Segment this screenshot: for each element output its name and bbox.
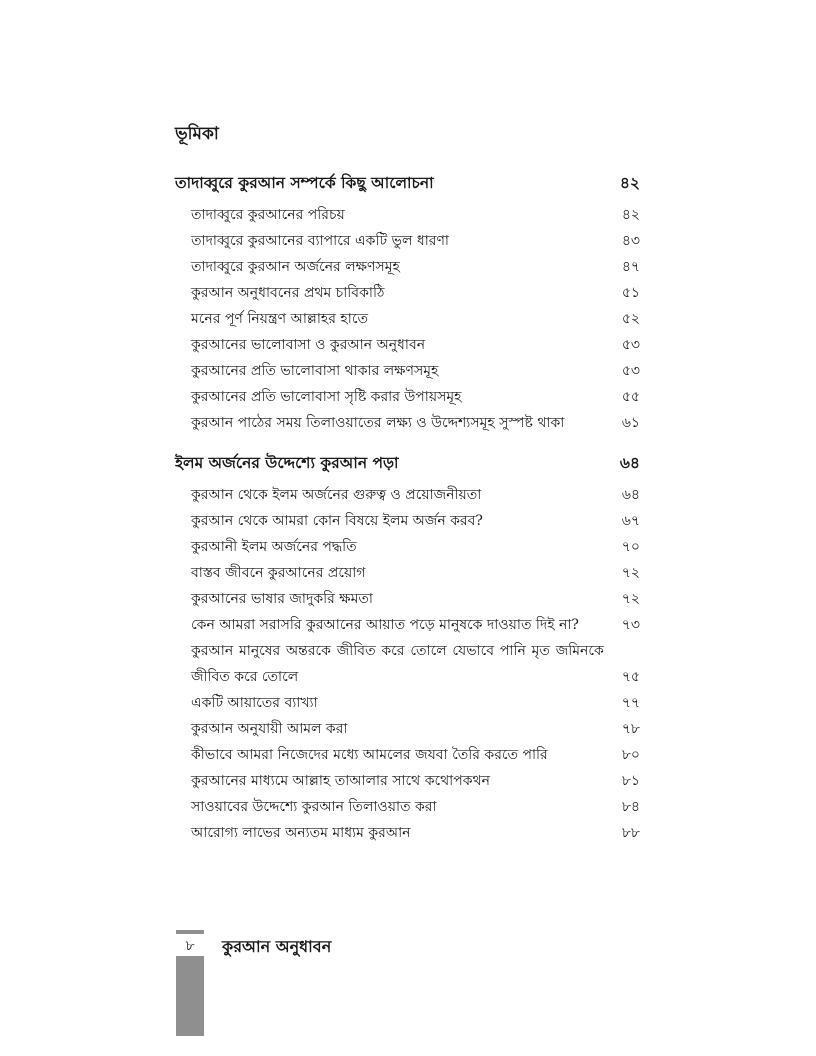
entry-page: ৪৩	[621, 233, 640, 249]
entry-page: ৮১	[621, 773, 640, 789]
entry-title: কুরআনের মাধ্যমে আল্লাহ তাআলার সাথে কথোপকথন	[191, 773, 490, 789]
entry-title: কুরআনের ভাষার জাদুকরি ক্ষমতা	[191, 591, 373, 607]
entry-title: কুরআন অনুধাবনের প্রথম চাবিকাঠি	[191, 285, 385, 301]
entry-title: তাদাব্বুরে কুরআনের ব্যাপারে একটি ভুল ধারণা	[191, 233, 449, 249]
toc-section	[175, 170, 640, 436]
section-heading[interactable]	[175, 170, 640, 196]
section-title: ইলম অর্জনের উদ্দেশ্যে কুরআন পড়া	[175, 453, 399, 472]
toc-entry[interactable]	[175, 820, 640, 846]
entry-page: ৮৮	[621, 825, 640, 841]
entry-page: ৫১	[621, 285, 640, 301]
entry-page: ৭২	[621, 591, 640, 607]
entry-title: একটি আয়াতের ব্যাখ্যা	[191, 695, 318, 711]
toc-entry[interactable]	[175, 332, 640, 358]
entry-page: ৭৭	[621, 695, 640, 711]
entry-page: ৫২	[621, 311, 640, 327]
entry-title: কেন আমরা সরাসরি কুরআনের আয়াত পড়ে মানুষকে দাওয়াত দিই না?	[191, 617, 579, 633]
entry-title: কুরআন অনুযায়ী আমল করা	[191, 721, 348, 737]
section-heading[interactable]	[175, 450, 640, 476]
footer-page-number: ৮	[185, 938, 195, 954]
toc-entry[interactable]	[175, 306, 640, 332]
toc-entry[interactable]	[175, 638, 640, 690]
entry-title: কুরআনের প্রতি ভালোবাসা সৃষ্টি করার উপায়সমূহ	[191, 389, 462, 405]
entry-title: সাওয়াবের উদ্দেশ্যে কুরআন তিলাওয়াত করা	[191, 799, 437, 815]
footer-book-title: কুরআন অনুধাবন	[222, 937, 332, 956]
entry-title: কুরআনী ইলম অর্জনের পদ্ধতি	[191, 539, 357, 555]
entry-title: কুরআন মানুষের অন্তরকে জীবিত করে তোলে যেভাবে পানি মৃত জমিনকে জীবিত করে তোলে	[191, 643, 604, 685]
entry-page: ৭৩	[621, 617, 640, 633]
toc-entry[interactable]	[175, 716, 640, 742]
table-of-contents	[175, 170, 640, 852]
toc-entry[interactable]	[175, 410, 640, 436]
toc-entry[interactable]	[175, 690, 640, 716]
entry-title: তাদাব্বুরে কুরআনের পরিচয়	[191, 207, 345, 223]
entry-page: ৭০	[621, 539, 640, 555]
toc-entry[interactable]	[175, 228, 640, 254]
entry-page: ৮৪	[621, 799, 640, 815]
entry-page: ৭৮	[621, 721, 640, 737]
toc-entry[interactable]	[175, 384, 640, 410]
entry-title: তাদাব্বুরে কুরআন অর্জনের লক্ষণসমূহ	[191, 259, 400, 275]
page-title: ভূমিকা	[175, 124, 219, 144]
section-page: ৪২	[619, 173, 640, 192]
entry-page: ৭২	[621, 565, 640, 581]
entry-title: আরোগ্য লাভের অন্যতম মাধ্যম কুরআন	[191, 825, 411, 841]
entry-page: ৮০	[621, 747, 640, 763]
entry-page: ৭৫	[621, 669, 640, 685]
toc-entry[interactable]	[175, 768, 640, 794]
entry-page: ৫৩	[621, 337, 640, 353]
toc-entry[interactable]	[175, 794, 640, 820]
toc-entry[interactable]	[175, 508, 640, 534]
entry-page: ৪৭	[621, 259, 640, 275]
toc-entry[interactable]	[175, 742, 640, 768]
entry-title: কুরআন থেকে আমরা কোন বিষয়ে ইলম অর্জন করব?	[191, 513, 483, 529]
footer-side-bar	[176, 956, 204, 1036]
entry-title: বাস্তব জীবনে কুরআনের প্রয়োগ	[191, 565, 366, 581]
toc-entry[interactable]	[175, 280, 640, 306]
entry-title: কুরআনের প্রতি ভালোবাসা থাকার লক্ষণসমূহ	[191, 363, 439, 379]
entry-page: ৬৭	[621, 513, 640, 529]
section-title: তাদাব্বুরে কুরআন সম্পর্কে কিছু আলোচনা	[175, 173, 434, 192]
toc-entry[interactable]	[175, 482, 640, 508]
entry-page: ৫৩	[621, 363, 640, 379]
entry-page: ৪২	[621, 207, 640, 223]
entry-title: কীভাবে আমরা নিজেদের মধ্যে আমলের জযবা তৈরি করতে পারি	[191, 747, 548, 763]
entry-title: কুরআনের ভালোবাসা ও কুরআন অনুধাবন	[191, 337, 426, 353]
entry-title: মনের পূর্ণ নিয়ন্ত্রণ আল্লাহর হাতে	[191, 311, 368, 327]
entry-title: কুরআন পাঠের সময় তিলাওয়াতের লক্ষ্য ও উদ্দেশ্যসমূহ সুস্পষ্ট থাকা	[191, 415, 565, 431]
toc-entry[interactable]	[175, 254, 640, 280]
entry-title: কুরআন থেকে ইলম অর্জনের গুরুত্ব ও প্রয়োজনীয়তা	[191, 487, 482, 503]
toc-section	[175, 450, 640, 846]
toc-entry[interactable]	[175, 358, 640, 384]
entry-page: ৫৫	[621, 389, 640, 405]
section-page: ৬৪	[619, 453, 640, 472]
entry-page: ৬৪	[621, 487, 640, 503]
entry-page: ৬১	[621, 415, 640, 431]
toc-entry[interactable]	[175, 534, 640, 560]
toc-entry[interactable]	[175, 560, 640, 586]
toc-entry[interactable]	[175, 586, 640, 612]
toc-entry[interactable]	[175, 612, 640, 638]
toc-entry[interactable]	[175, 202, 640, 228]
